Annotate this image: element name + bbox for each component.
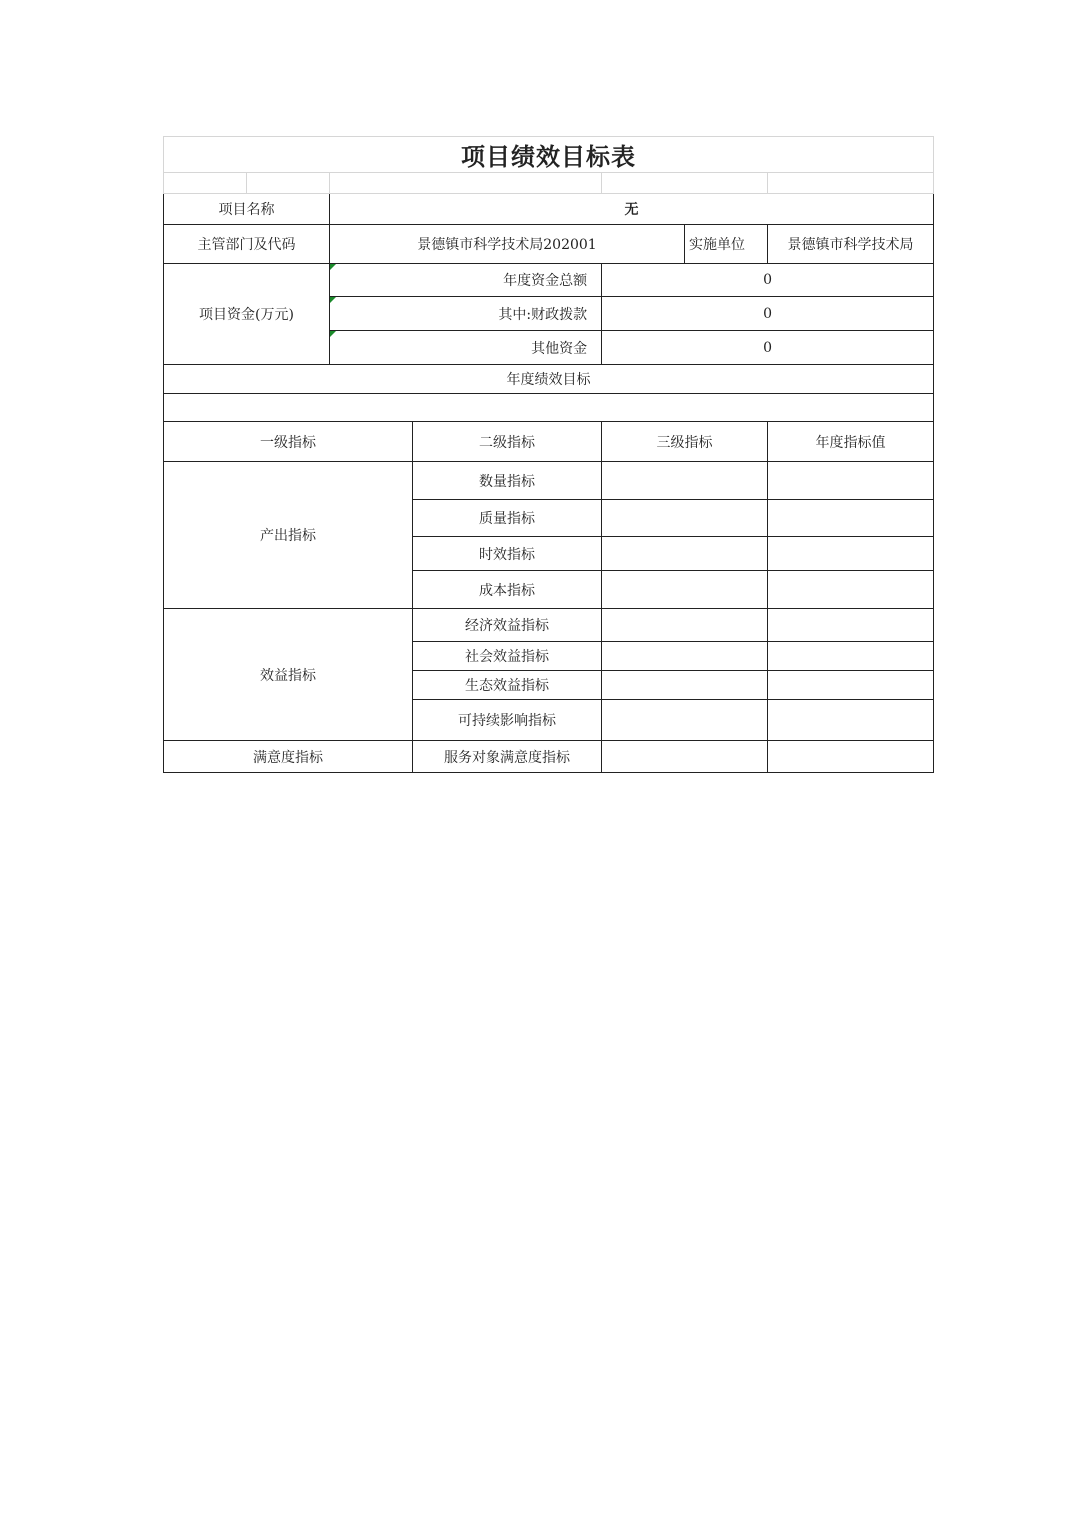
output-timeliness-level3[interactable]	[602, 537, 768, 571]
annual-goal-label: 年度绩效目标	[164, 365, 934, 394]
benefit-social-label: 社会效益指标	[412, 642, 601, 671]
benefit-ecological-label: 生态效益指标	[412, 671, 601, 700]
blank-cell	[602, 173, 768, 194]
dept-value[interactable]: 景德镇市科学技术局202001	[329, 225, 684, 264]
output-indicator-label: 产出指标	[164, 462, 413, 609]
blank-cell	[768, 173, 934, 194]
output-quantity-level3[interactable]	[602, 462, 768, 500]
output-quality-label: 质量指标	[412, 500, 601, 537]
benefit-economic-level3[interactable]	[602, 609, 768, 642]
benefit-sustainable-label: 可持续影响指标	[412, 700, 601, 741]
output-cost-value[interactable]	[768, 571, 934, 609]
performance-target-sheet	[163, 136, 934, 773]
output-cost-label: 成本指标	[412, 571, 601, 609]
satisfaction-service-label: 服务对象满意度指标	[412, 741, 601, 773]
fund-fiscal-label: 其中:财政拨款	[329, 297, 601, 331]
blank-cell	[164, 173, 247, 194]
output-quantity-label: 数量指标	[412, 462, 601, 500]
fund-fiscal-value[interactable]: 0	[602, 297, 934, 331]
benefit-sustainable-value[interactable]	[768, 700, 934, 741]
satisfaction-service-value[interactable]	[768, 741, 934, 773]
satisfaction-indicator-label: 满意度指标	[164, 741, 413, 773]
comment-marker-icon	[330, 297, 336, 303]
project-name-label: 项目名称	[164, 194, 330, 225]
fund-other-label: 其他资金	[329, 331, 601, 365]
project-name-value[interactable]: 无	[329, 194, 933, 225]
header-level2: 二级指标	[412, 422, 601, 462]
output-quality-level3[interactable]	[602, 500, 768, 537]
header-level3: 三级指标	[602, 422, 768, 462]
blank-cell	[329, 173, 601, 194]
fund-total-value[interactable]: 0	[602, 264, 934, 297]
fund-total-label: 年度资金总额	[329, 264, 601, 297]
fund-other-value[interactable]: 0	[602, 331, 934, 365]
performance-target-table	[163, 136, 934, 773]
fund-label: 项目资金(万元)	[164, 264, 330, 365]
output-cost-level3[interactable]	[602, 571, 768, 609]
benefit-economic-value[interactable]	[768, 609, 934, 642]
benefit-indicator-label: 效益指标	[164, 609, 413, 741]
output-timeliness-label: 时效指标	[412, 537, 601, 571]
benefit-social-value[interactable]	[768, 642, 934, 671]
benefit-ecological-level3[interactable]	[602, 671, 768, 700]
table-title: 项目绩效目标表	[164, 137, 934, 173]
output-quantity-value[interactable]	[768, 462, 934, 500]
impl-value[interactable]: 景德镇市科学技术局	[768, 225, 934, 264]
satisfaction-service-level3[interactable]	[602, 741, 768, 773]
benefit-sustainable-level3[interactable]	[602, 700, 768, 741]
comment-marker-icon	[330, 331, 336, 337]
benefit-ecological-value[interactable]	[768, 671, 934, 700]
output-timeliness-value[interactable]	[768, 537, 934, 571]
output-quality-value[interactable]	[768, 500, 934, 537]
blank-cell	[246, 173, 329, 194]
comment-marker-icon	[330, 264, 336, 270]
annual-goal-value[interactable]	[164, 394, 934, 422]
header-annual-value: 年度指标值	[768, 422, 934, 462]
benefit-economic-label: 经济效益指标	[412, 609, 601, 642]
benefit-social-level3[interactable]	[602, 642, 768, 671]
dept-label: 主管部门及代码	[164, 225, 330, 264]
impl-label: 实施单位	[685, 225, 768, 264]
header-level1: 一级指标	[164, 422, 413, 462]
